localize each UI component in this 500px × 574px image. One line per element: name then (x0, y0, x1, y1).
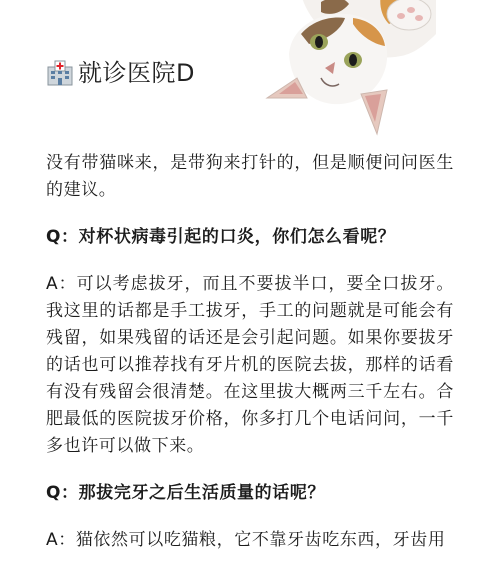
intro-paragraph: 没有带猫咪来，是带狗来打针的，但是顺便问问医生的建议。 (46, 153, 454, 200)
cat-illustration (261, 0, 436, 144)
hospital-icon (46, 59, 74, 87)
question-1: Q：对杯状病毒引起的口炎，你们怎么看呢？ (46, 227, 396, 247)
article-body (46, 150, 454, 574)
page-title: 就诊医院D (78, 59, 195, 87)
page-title-row (46, 56, 195, 90)
question-2: Q：那拔完牙之后生活质量的话呢？ (46, 483, 326, 503)
answer-2: A：猫依然可以吃猫粮，它不靠牙齿吃东西，牙齿用 (46, 530, 446, 550)
answer-1: A：可以考虑拔牙，而且不要拔半口，要全口拔牙。我这里的话都是手工拔牙，手工的问题就是可能会有残留，如果残留的话还是会引起问题。如果你要拔牙的话也可以推荐找有牙片机的医院去拔，那样的话看有没有残留会很清楚。在这里拔大概两三千左右。合肥最低的医院拔牙价格，你多打几个电话问问，一千多也许可以做下来。 (46, 274, 454, 456)
